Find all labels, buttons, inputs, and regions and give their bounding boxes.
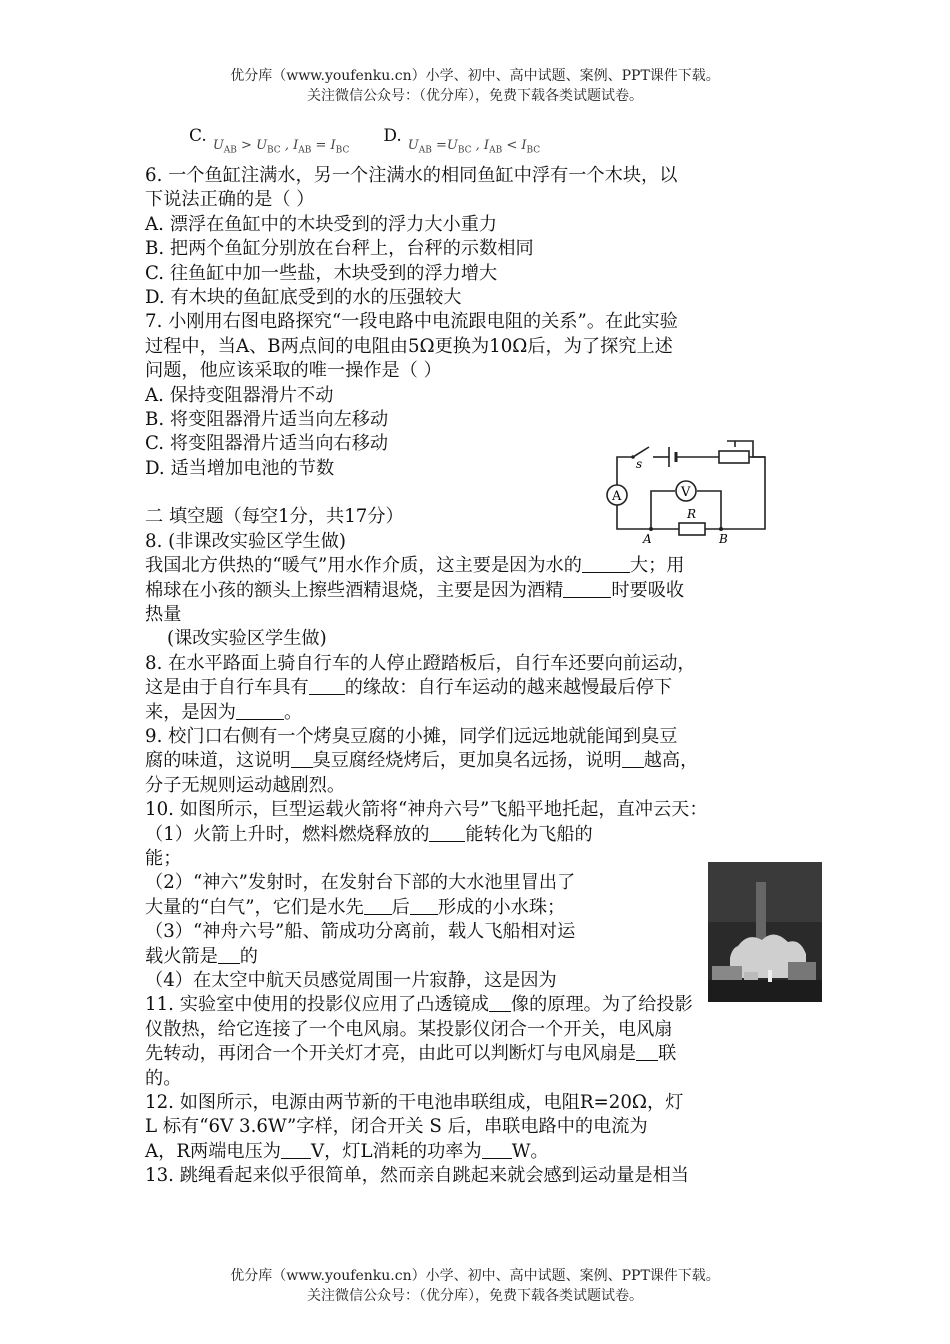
q7-stem-1: 7. 小刚用右图电路探究“一段电路中电流跟电阻的关系”。在此实验	[145, 311, 678, 333]
answer-blank[interactable]	[218, 945, 240, 964]
section-2-title: 二 填空题（每空1分，共17分）	[145, 506, 404, 528]
q10-part-2d: 形成的小水珠；	[437, 896, 566, 918]
q11-line-1-end: 像的原理。为了给投影	[510, 994, 693, 1016]
q8a-line-1-end: 大；用	[629, 555, 685, 577]
q12-line-2: L 标有“6V 3.6W”字样，闭合开关 S 后，串联电路中的电流为	[145, 1116, 648, 1138]
circuit-label-point-a: A	[643, 532, 652, 545]
page-footer	[0, 1266, 950, 1306]
q10-part-1c: 能；	[145, 847, 182, 869]
answer-blank[interactable]	[291, 749, 313, 768]
q9-line-3: 分子无规则运动越剧烈。	[145, 774, 346, 796]
q11-line-4: 的。	[145, 1067, 182, 1089]
question-8-b	[145, 627, 815, 725]
q11-line-3-end: 联	[658, 1043, 677, 1065]
q12-line-3a: A，R两端电压为	[145, 1140, 281, 1162]
q10-part-2c: 后	[391, 896, 410, 918]
q10-part-1b: 能转化为飞船的	[465, 823, 593, 845]
q10-part-4: （4）在太空中航天员感觉周围一片寂静，这是因为	[145, 970, 557, 991]
q6-stem-2: 下说法正确的是（ ）	[145, 189, 315, 211]
answer-blank[interactable]	[489, 993, 511, 1012]
question-9	[145, 725, 815, 798]
answer-blank[interactable]	[482, 1140, 512, 1159]
q12-line-3b: V，灯L消耗的功率为	[310, 1140, 482, 1162]
q7-option-b: B. 将变阻器滑片适当向左移动	[145, 409, 389, 431]
q11-line-1: 11. 实验室中使用的投影仪应用了凸透镜成	[145, 994, 489, 1016]
q13-line-1: 13. 跳绳看起来似乎很简单，然而亲自跳起来就会感到运动量是相当	[145, 1165, 689, 1187]
document-body	[145, 124, 815, 1189]
q12-line-3c: W。	[511, 1140, 549, 1162]
q12-line-1: 12. 如图所示，电源由两节新的干电池串联组成，电阻R=20Ω，灯	[145, 1092, 684, 1114]
circuit-label-switch: s	[636, 457, 643, 471]
q9-line-2b: 臭豆腐经烧烤后，更加臭名远扬，说明	[312, 750, 622, 772]
q10-part-3a: （3）“神舟六号”船、箭成功分离前，载人飞船相对运	[145, 921, 576, 943]
q8b-line-3-end: 。	[283, 701, 303, 723]
q5-option-d-label: D.	[383, 126, 402, 146]
answer-blank[interactable]	[410, 896, 438, 915]
answer-blank[interactable]	[622, 749, 644, 768]
footer-line-2: 关注微信公众号：（优分库），免费下载各类试题试卷。	[307, 1288, 643, 1304]
circuit-diagram	[603, 433, 775, 545]
answer-blank[interactable]	[364, 896, 392, 915]
q10-part-3b: 载火箭是	[145, 945, 218, 967]
q8b-note: (课改实验区学生做)	[167, 628, 327, 650]
q5-options-cd	[145, 124, 815, 164]
page-header	[0, 66, 950, 106]
q10-part-2b: 大量的“白气”，它们是水先	[145, 896, 364, 918]
circuit-label-point-b: B	[719, 532, 728, 545]
q8b-line-1: 8. 在水平路面上骑自行车的人停止蹬踏板后，自行车还要向前运动，	[145, 652, 696, 674]
q5-option-c-label: C.	[189, 126, 207, 146]
circuit-label-resistor: R	[687, 507, 697, 521]
question-11	[145, 993, 815, 1091]
q10-part-1a: （1）火箭上升时，燃料燃烧释放的	[145, 823, 430, 845]
q7-stem-2: 过程中，当A、B两点间的电阻由5Ω更换为10Ω后，为了探究上述	[145, 335, 673, 357]
q6-stem-1: 6. 一个鱼缸注满水，另一个注满水的相同鱼缸中浮有一个木块，以	[145, 165, 678, 186]
q5-option-c-formula: $U_{AB} > U_{BC}$ , $I_{AB} = I_{BC}$	[212, 138, 350, 156]
q6-option-b: B. 把两个鱼缸分别放在台秤上，台秤的示数相同	[145, 238, 534, 260]
answer-blank[interactable]	[236, 701, 284, 720]
q8a-line-2: 棉球在小孩的额头上擦些酒精退烧，主要是因为酒精	[145, 579, 564, 601]
q9-line-2c: 越高，	[643, 750, 699, 772]
q7-option-c: C. 将变阻器滑片适当向右移动	[145, 433, 389, 455]
q6-option-d: D. 有木块的鱼缸底受到的水的压强较大	[145, 287, 462, 309]
q11-line-2: 仪散热，给它连接了一个电风扇。某投影仪闭合一个开关，电风扇	[145, 1018, 673, 1040]
q7-option-a: A. 保持变阻器滑片不动	[145, 384, 334, 406]
q8a-line-1: 我国北方供热的“暖气”用水作介质，这主要是因为水的	[145, 555, 582, 577]
answer-blank[interactable]	[582, 554, 630, 573]
q6-option-c: C. 往鱼缸中加一些盐，木块受到的浮力增大	[145, 262, 498, 284]
answer-blank[interactable]	[429, 823, 465, 842]
footer-line-1: 优分库（www.youfenku.cn）小学、初中、高中试题、案例、PPT课件下载。	[230, 1268, 720, 1284]
q10-stem: 10. 如图所示，巨型运载火箭将“神舟六号”飞船平地托起，直冲云天：	[145, 799, 708, 821]
q8a-line-2-end: 时要吸收	[611, 579, 685, 601]
header-line-1: 优分库（www.youfenku.cn）小学、初中、高中试题、案例、PPT课件下载。	[230, 68, 720, 84]
answer-blank[interactable]	[281, 1140, 311, 1159]
q6-option-a: A. 漂浮在鱼缸中的木块受到的浮力大小重力	[145, 213, 498, 235]
circuit-label-ammeter: A	[612, 489, 622, 504]
rocket-launch-photo	[708, 862, 822, 1002]
q10-part-2a: （2）“神六”发射时，在发射台下部的大水池里冒出了	[145, 872, 576, 894]
question-6	[145, 164, 815, 310]
q9-line-2a: 腐的味道，这说明	[145, 750, 291, 772]
q8b-line-2: 这是由于自行车具有	[145, 677, 309, 699]
q5-option-d-formula: $U_{AB} =U_{BC}$ , $I_{AB} < I_{BC}$	[407, 138, 541, 156]
question-12	[145, 1091, 815, 1164]
circuit-label-voltmeter: V	[681, 485, 691, 500]
header-line-2: 关注微信公众号：（优分库），免费下载各类试题试卷。	[307, 88, 643, 104]
q10-part-3c: 的	[239, 945, 258, 967]
answer-blank[interactable]	[636, 1042, 658, 1061]
q8b-line-3: 来，是因为	[145, 701, 236, 723]
answer-blank[interactable]	[563, 579, 611, 598]
answer-blank[interactable]	[309, 676, 345, 695]
q9-line-1: 9. 校门口右侧有一个烤臭豆腐的小摊，同学们远远地就能闻到臭豆	[145, 725, 678, 747]
q8a-line-3: 热量	[145, 603, 182, 625]
q7-option-d: D. 适当增加电池的节数	[145, 457, 335, 479]
q11-line-3: 先转动，再闭合一个开关灯才亮，由此可以判断灯与电风扇是	[145, 1043, 637, 1065]
q8a-note: 8. (非课改实验区学生做)	[145, 530, 347, 552]
q8b-line-2-end: 的缘故：自行车运动的越来越慢最后停下	[344, 677, 673, 699]
q7-stem-3: 问题，他应该采取的唯一操作是（ ）	[145, 360, 442, 382]
